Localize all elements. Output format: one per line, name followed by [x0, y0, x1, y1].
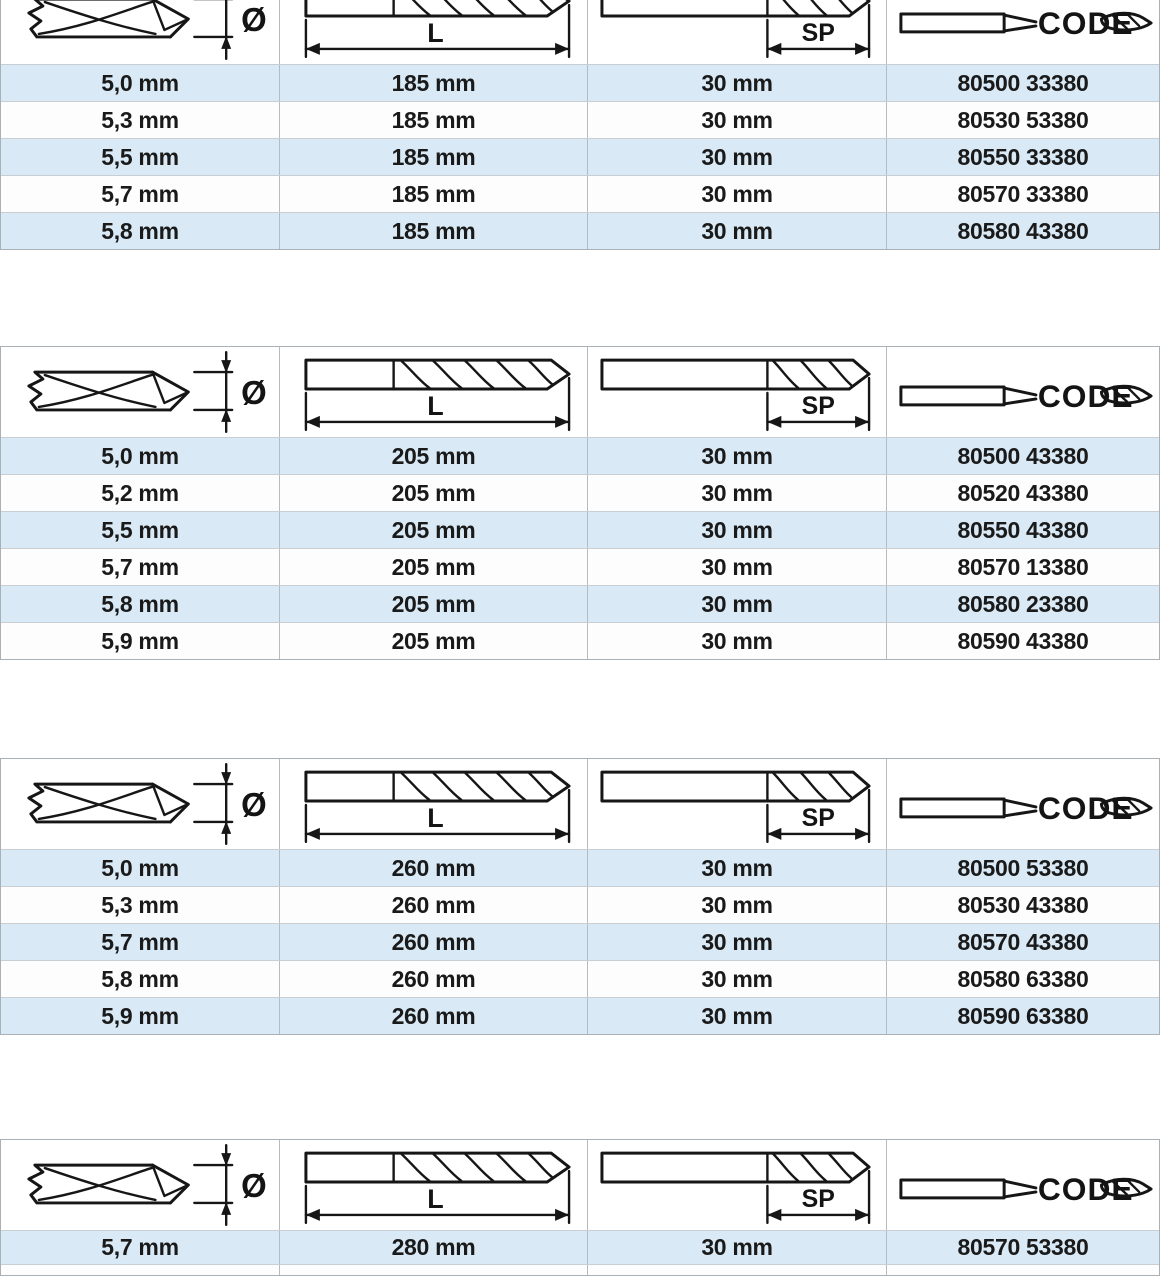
diameter-cell: 5,5 mm [1, 139, 280, 175]
diameter-cell: 5,7 mm [1, 924, 280, 960]
section-gap [0, 250, 1160, 346]
length-header-cell [280, 759, 588, 849]
table-header-row [1, 759, 1159, 849]
drill-diameter-diagram-icon [1, 1140, 279, 1230]
drill-code-diagram-icon [887, 0, 1159, 64]
table-row [1, 1230, 1159, 1264]
diameter-cell: 5,8 mm [1, 586, 280, 622]
diameter-cell: 5,3 mm [1, 887, 280, 923]
spiral-cell: 30 mm [588, 512, 887, 548]
table-row [1, 64, 1159, 101]
drill-diameter-diagram-icon [1, 347, 279, 437]
table-row [1, 622, 1159, 659]
code-cell: 80500 43380 [957, 442, 1089, 469]
code-label: CODE [1037, 1170, 1134, 1207]
length-cell: 185 mm [280, 102, 588, 138]
code-cell: 80530 43380 [957, 891, 1089, 918]
drill-spiral-diagram-icon [588, 760, 886, 849]
table-row [1, 849, 1159, 886]
spiral-cell: 30 mm [588, 438, 887, 474]
length-cell: 205 mm [280, 512, 588, 548]
spiral-cell: 30 mm [588, 961, 887, 997]
spiral-label: SP [801, 803, 835, 832]
length-cell: 280 mm [280, 1231, 588, 1264]
length-cell: 205 mm [280, 475, 588, 511]
section-gap [0, 1035, 1160, 1139]
drill-code-diagram-icon [887, 1141, 1159, 1230]
length-header-cell [280, 0, 588, 64]
code-header-cell [887, 759, 1159, 849]
length-cell: 260 mm [280, 924, 588, 960]
spiral-cell: 30 mm [588, 475, 887, 511]
section-gap [0, 660, 1160, 758]
diameter-cell: 5,8 mm [1, 213, 280, 249]
code-header-cell [887, 0, 1159, 64]
length-cell: 205 mm [280, 623, 588, 659]
code-cell: 80590 63380 [957, 1002, 1089, 1029]
length-label: L [427, 1183, 444, 1214]
code-cell: 80550 43380 [957, 516, 1089, 543]
code-header-cell [887, 1140, 1159, 1230]
spiral-cell: 30 mm [588, 139, 887, 175]
diameter-symbol-label: Ø [241, 1166, 267, 1204]
table-row [1, 960, 1159, 997]
spiral-label: SP [801, 391, 835, 420]
spiral-header-cell [588, 1140, 887, 1230]
length-cell: 205 mm [280, 549, 588, 585]
drill-length-diagram-icon [280, 1141, 587, 1230]
drill-spiral-diagram-icon [588, 0, 886, 64]
length-cell: 185 mm [280, 213, 588, 249]
diameter-cell: 5,5 mm [1, 512, 280, 548]
code-header-cell [887, 347, 1159, 437]
code-cell: 80520 43380 [957, 479, 1089, 506]
code-label: CODE [1037, 4, 1134, 41]
spiral-cell: 30 mm [588, 924, 887, 960]
drill-spiral-diagram-icon [588, 348, 886, 437]
size-table-section-280mm [0, 1139, 1160, 1276]
length-cell: 260 mm [280, 887, 588, 923]
diameter-cell: 5,9 mm [1, 623, 280, 659]
diameter-cell: 5,7 mm [1, 549, 280, 585]
code-cell: 80570 53380 [957, 1234, 1089, 1260]
table-row-partial [1, 1264, 1159, 1275]
diameter-cell: 5,0 mm [1, 438, 280, 474]
code-cell: 80580 23380 [957, 590, 1089, 617]
spiral-cell: 30 mm [588, 102, 887, 138]
spiral-cell: 30 mm [588, 887, 887, 923]
diameter-cell: 5,7 mm [1, 1231, 280, 1264]
spiral-cell: 30 mm [588, 1231, 887, 1264]
spiral-header-cell [588, 347, 887, 437]
drill-code-diagram-icon [887, 760, 1159, 849]
diameter-cell: 5,2 mm [1, 475, 280, 511]
length-header-cell [280, 1140, 588, 1230]
spiral-cell: 30 mm [588, 549, 887, 585]
length-header-cell [280, 347, 588, 437]
drill-length-diagram-icon [280, 348, 587, 437]
spiral-cell: 30 mm [588, 998, 887, 1034]
code-cell: 80590 43380 [957, 627, 1089, 654]
diameter-cell: 5,0 mm [1, 65, 280, 101]
spiral-cell: 30 mm [588, 623, 887, 659]
spiral-cell [588, 1265, 887, 1275]
length-label: L [427, 802, 444, 833]
table-row [1, 511, 1159, 548]
code-label: CODE [1037, 789, 1134, 826]
table-row [1, 585, 1159, 622]
table-header-row [1, 0, 1159, 64]
length-cell: 185 mm [280, 65, 588, 101]
diameter-cell: 5,0 mm [1, 850, 280, 886]
length-cell: 260 mm [280, 998, 588, 1034]
spiral-label: SP [801, 1184, 835, 1213]
code-cell: 80570 13380 [957, 553, 1089, 580]
table-row [1, 138, 1159, 175]
table-header-row [1, 347, 1159, 437]
diameter-cell: 5,3 mm [1, 102, 280, 138]
table-row [1, 886, 1159, 923]
length-cell: 260 mm [280, 850, 588, 886]
length-cell: 205 mm [280, 586, 588, 622]
table-row [1, 175, 1159, 212]
drill-diameter-diagram-icon [1, 0, 279, 64]
code-cell: 80580 63380 [957, 965, 1089, 992]
length-cell [280, 1265, 588, 1275]
code-cell: 80500 53380 [957, 854, 1089, 881]
diameter-header-cell [1, 347, 280, 437]
diameter-symbol-label: Ø [241, 785, 267, 823]
table-row [1, 923, 1159, 960]
code-label: CODE [1037, 377, 1134, 414]
diameter-cell [1, 1265, 280, 1275]
diameter-cell: 5,7 mm [1, 176, 280, 212]
drill-diameter-diagram-icon [1, 759, 279, 849]
table-row [1, 101, 1159, 138]
table-row [1, 437, 1159, 474]
code-cell: 80580 43380 [957, 217, 1089, 244]
diameter-header-cell [1, 759, 280, 849]
drill-spiral-diagram-icon [588, 1141, 886, 1230]
diameter-cell: 5,9 mm [1, 998, 280, 1034]
diameter-header-cell [1, 1140, 280, 1230]
length-label: L [427, 390, 444, 421]
size-table-section-260mm [0, 758, 1160, 1035]
diameter-header-cell [1, 0, 280, 64]
spiral-cell: 30 mm [588, 850, 887, 886]
drill-length-diagram-icon [280, 760, 587, 849]
table-row [1, 212, 1159, 249]
diameter-cell: 5,8 mm [1, 961, 280, 997]
diameter-symbol-label: Ø [241, 0, 267, 38]
size-table-section-205mm [0, 346, 1160, 660]
table-header-row [1, 1140, 1159, 1230]
spiral-cell: 30 mm [588, 176, 887, 212]
spiral-cell: 30 mm [588, 586, 887, 622]
code-cell [887, 1265, 1159, 1275]
length-cell: 205 mm [280, 438, 588, 474]
spiral-cell: 30 mm [588, 65, 887, 101]
spiral-label: SP [801, 18, 835, 47]
spiral-header-cell [588, 0, 887, 64]
length-label: L [427, 17, 444, 48]
table-row [1, 548, 1159, 585]
size-table-section-185mm [0, 0, 1160, 250]
spiral-cell: 30 mm [588, 213, 887, 249]
code-cell: 80530 53380 [957, 106, 1089, 133]
code-cell: 80550 33380 [957, 143, 1089, 170]
table-row [1, 474, 1159, 511]
length-cell: 260 mm [280, 961, 588, 997]
table-row [1, 997, 1159, 1034]
length-cell: 185 mm [280, 176, 588, 212]
code-cell: 80500 33380 [957, 69, 1089, 96]
drill-length-diagram-icon [280, 0, 587, 64]
drill-code-diagram-icon [887, 348, 1159, 437]
diameter-symbol-label: Ø [241, 373, 267, 411]
spiral-header-cell [588, 759, 887, 849]
length-cell: 185 mm [280, 139, 588, 175]
code-cell: 80570 33380 [957, 180, 1089, 207]
code-cell: 80570 43380 [957, 928, 1089, 955]
